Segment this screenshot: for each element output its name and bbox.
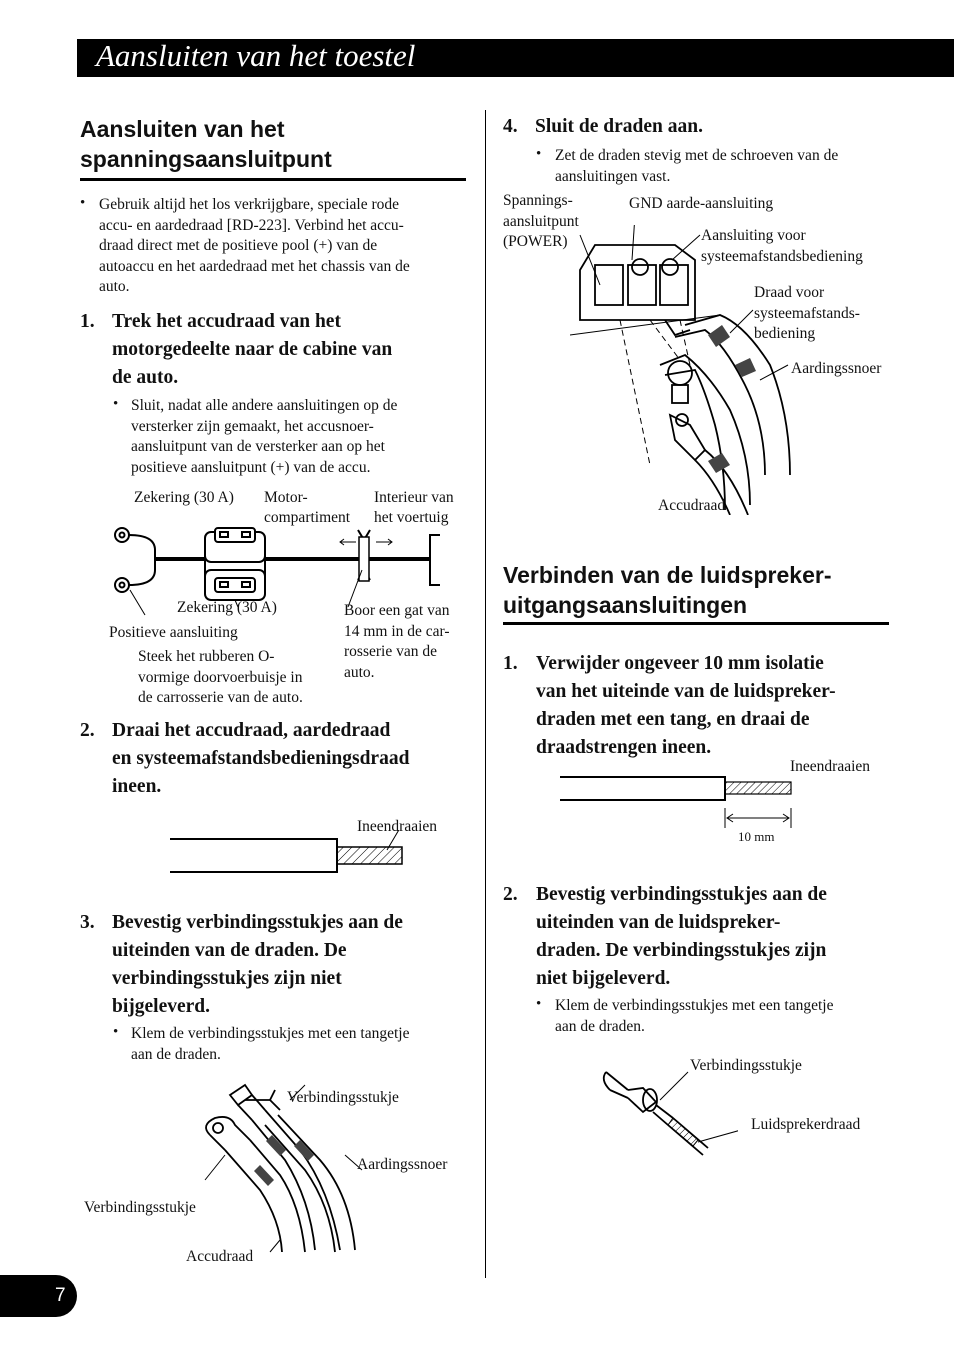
label-10mm: 10 mm [738,829,775,844]
section-rule [503,622,889,625]
section-title-line: spanningsaansluitpunt [80,146,332,172]
step-number: 3. [80,912,95,933]
speaker-step-1-title: Verwijder ongeveer 10 mm isolatie van het uiteinde van de luidspreker- draden met een tang, en draai de draadstrengen ineen. [536,653,836,758]
section-title-line: Verbinden van de luidspreker- [503,562,832,588]
bullet-dot: • [536,146,542,162]
label-battery-wire-right: Accudraad [658,497,726,514]
label-connector-left: Verbindingsstukje [84,1199,196,1216]
label-battery-wire: Accudraad [186,1248,254,1265]
label-fuse-bottom: Zekering (30 A) [177,599,277,616]
label-remote-wire: Draad voor systeemafstands- bediening [754,284,860,342]
label-remote-terminal: Aansluiting voor systeemafstandsbediening [701,227,863,265]
step-number: 1. [80,311,95,332]
label-power-terminal: Spannings- aansluitpunt (POWER) [503,192,579,250]
label-positive-terminal: Positieve aansluiting [109,624,238,641]
label-speaker-wire: Luidsprekerdraad [751,1116,861,1133]
step-3-bullet: Klem de verbindingsstukjes met een tangetje aan de draden. [131,1025,410,1063]
step-2-title: Draai het accudraad, aardedraad en systeemafstandsbedieningsdraad ineen. [112,720,410,797]
label-ground-wire-right: Aardingssnoer [791,360,882,377]
step-4-bullet: Zet de draden stevig met de schroeven van de aansluitingen vast. [555,147,839,185]
column-divider [485,110,486,1278]
bullet-dot: • [113,396,119,412]
label-fuse-top: Zekering (30 A) [134,489,234,506]
label-vehicle-interior: Interieur van het voertuig [374,489,454,526]
step-4-title: Sluit de draden aan. [535,116,703,137]
terminal-block-diagram [570,225,800,515]
twisted-wire-diagram [165,830,410,880]
section-title-speaker [503,560,832,620]
page-header-title: Aansluiten van het toestel [96,38,416,73]
label-twist-right: Ineendraaien [790,758,871,775]
label-engine-compartment: Motor- compartiment [264,489,351,526]
step-number: 1. [503,653,518,674]
label-ground-wire: Aardingssnoer [357,1156,448,1173]
bullet-dot: • [80,195,86,211]
label-connector-top: Verbindingsstukje [287,1089,399,1106]
speaker-step-2-bullet: Klem de verbindingsstukjes met een tangetje aan de draden. [555,997,834,1035]
section-title-line: uitgangsaansluitingen [503,592,748,618]
step-number: 2. [503,884,518,905]
page-number: 7 [55,1285,66,1306]
section-title-power [80,114,332,174]
intro-bullet-text: Gebruik altijd het los verkrijgbare, speciale rode accu- en aardedraad [RD-223]. Verbind het accu- draad direct met de positieve pool (+) van de autoaccu en het aardedraad met het chassis van de auto. [99,196,410,295]
section-title-line: Aansluiten van het [80,116,285,142]
step-1-bullet: Sluit, nadat alle andere aansluitingen op de versterker zijn gemaakt, het accusnoer- aansluitpunt van de versterker aan op het positieve aansluitpunt (+) van de accu. [131,397,398,476]
bullet-dot: • [113,1024,119,1040]
bullet-dot: • [536,996,542,1012]
step-number: 2. [80,720,95,741]
step-3-title: Bevestig verbindingsstukjes aan de uiteinden van de draden. De verbindingsstukjes zijn niet bijgeleverd. [112,912,403,1017]
label-rubber-grommet: Steek het rubberen O- vormige doorvoerbuisje in de carrosserie van de auto. [138,648,303,706]
step-number: 4. [503,116,518,137]
section-rule [80,178,466,181]
speaker-step-2-title: Bevestig verbindingsstukjes aan de uiteinden van de luidspreker- draden. De verbindingsstukjes zijn niet bijgeleverd. [536,884,827,989]
label-spade-connector: Verbindingsstukje [690,1057,802,1074]
label-twist: Ineendraaien [357,818,438,835]
label-gnd-terminal: GND aarde-aansluiting [629,195,774,212]
step-1-title: Trek het accudraad van het motorgedeelte naar de cabine van de auto. [112,311,393,388]
label-drill-hole: Boor een gat van 14 mm in de car- rosserie van de auto. [344,602,450,681]
